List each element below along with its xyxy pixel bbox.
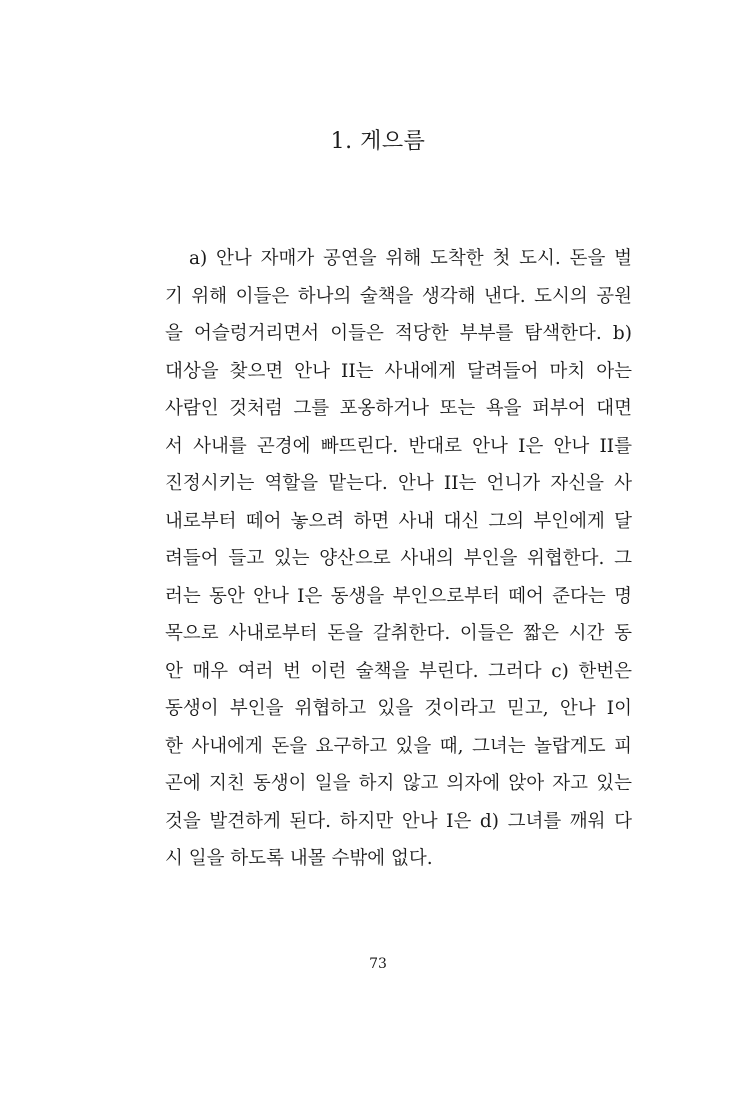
text-line: 진정시키는 역할을 맡는다. 안나 II는 언니가 자신을 사	[165, 473, 632, 494]
text-line: 사람인 것처럼 그를 포옹하거나 또는 욕을 퍼부어 대면	[165, 398, 632, 419]
text-line: 을 어슬렁거리면서 이들은 적당한 부부를 탐색한다. b)	[165, 323, 632, 344]
text-line: 려들어 들고 있는 양산으로 사내의 부인을 위협한다. 그	[165, 548, 632, 569]
text-line: 기 위해 이들은 하나의 술책을 생각해 낸다. 도시의 공원	[165, 285, 632, 307]
text-line: 시 일을 하도록 내몰 수밖에 없다.	[165, 848, 433, 869]
text-line: 목으로 사내로부터 돈을 갈취한다. 이들은 짧은 시간 동	[165, 623, 632, 644]
text-line: 내로부터 떼어 놓으려 하면 사내 대신 그의 부인에게 달	[165, 510, 632, 532]
text-line: a) 안나 자매가 공연을 위해 도착한 첫 도시. 돈을 벌	[189, 248, 632, 269]
chapter-title: 1. 게으름	[330, 129, 426, 154]
text-line: 것을 발견하게 된다. 하지만 안나 I은 d) 그녀를 깨워 다	[165, 810, 632, 832]
text-line: 동생이 부인을 위협하고 있을 것이라고 믿고, 안나 I이	[165, 698, 632, 719]
text-line: 한 사내에게 돈을 요구하고 있을 때, 그녀는 놀랍게도 피	[165, 735, 632, 757]
text-line: 서 사내를 곤경에 빠뜨린다. 반대로 안나 I은 안나 II를	[165, 435, 632, 457]
text-line: 안 매우 여러 번 이런 술책을 부린다. 그러다 c) 한번은	[165, 660, 632, 682]
text-line: 대상을 찾으면 안나 II는 사내에게 달려들어 마치 아는	[165, 360, 632, 382]
body-paragraph	[165, 240, 632, 878]
text-line: 러는 동안 안나 I은 동생을 부인으로부터 떼어 준다는 명	[165, 585, 632, 607]
text-line: 곤에 지친 동생이 일을 하지 않고 의자에 앉아 자고 있는	[165, 773, 632, 794]
page-number: 73	[369, 956, 387, 972]
